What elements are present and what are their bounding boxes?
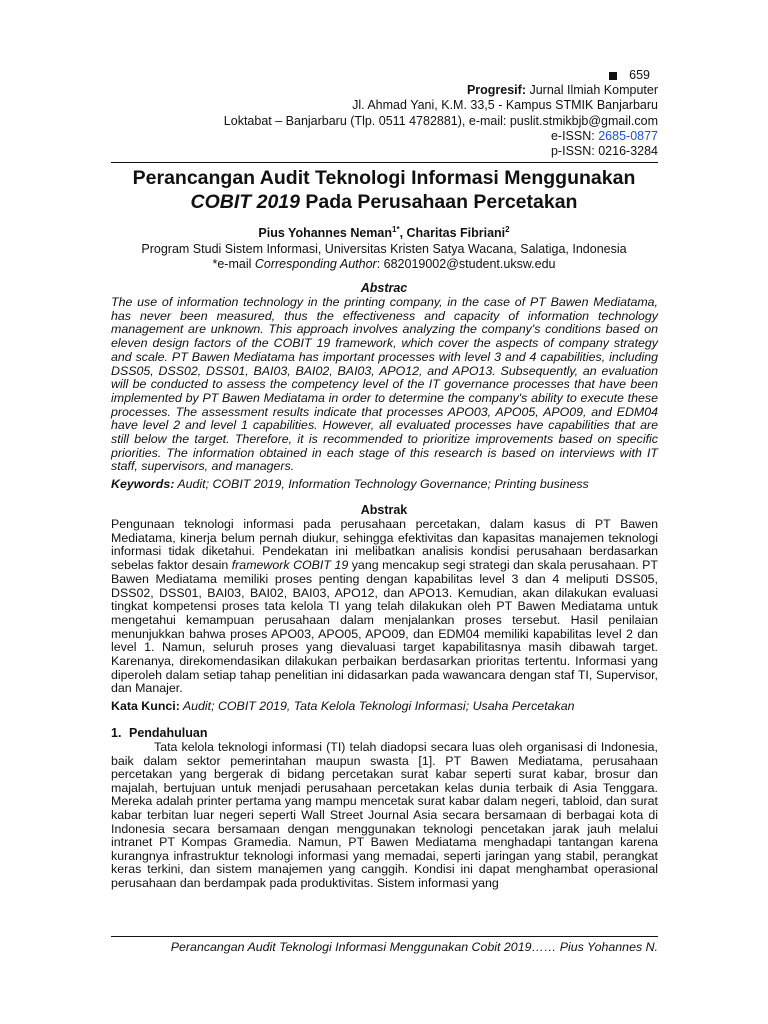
journal-name: Jurnal Ilmiah Komputer (525, 83, 658, 98)
author-2: Charitas Fibriani (406, 226, 506, 241)
journal-label: Progresif: (466, 83, 526, 98)
title-rest: Pada Perusahaan Percetakan (299, 191, 578, 213)
keywords-en-label: Keywords: (111, 477, 175, 491)
keywords-id-label: Kata Kunci: (111, 699, 180, 713)
email-value: : 682019002@student.uksw.edu (376, 257, 556, 272)
title-italic: COBIT 2019 (190, 191, 300, 213)
abstract-id-text (111, 518, 658, 696)
author-sep: , (399, 226, 407, 241)
email-line (100, 257, 668, 273)
section-number: 1. (111, 726, 122, 740)
abstract-id-italic: framework COBIT 19 (231, 558, 349, 573)
eissn-link[interactable]: 2685-0877 (598, 128, 658, 143)
running-footer: Perancangan Audit Teknologi Informasi Menggunakan Cobit 2019…… Pius Yohannes N. (170, 940, 658, 954)
page-number: 659 (629, 68, 650, 82)
keywords-en-text: Audit; COBIT 2019, Information Technology Governance; Printing business (174, 477, 589, 491)
intro-paragraph: Tata kelola teknologi informasi (TI) telah diadopsi secara luas oleh organisasi di Indonesia, baik dalam sektor pemerintahan maupun swasta [1]. PT Bawen Mediatama, perusahaan percetakan yang bergerak di bidang percetakan surat kabar seperti surat kabar, brosur dan majalah, bertujuan untuk menjadi perusahaan percetakan kelas dunia terbaik di Asia Tenggara. Mereka adalah printer pertama yang mampu mencetak surat kabar dalam negeri, tabloid, dan surat kabar terbitan luar negeri seperti Wall Street Journal Asia secara bersamaan di berbagai kota di Indonesia secara bersamaan dengan menggunakan teknologi pencetakan jarak jauh melalui intranet PT Kompas Gramedia. Namun, PT Bawen Mediatama menghadapi tantangan karena kurangnya infrastruktur teknologi informasi yang memadai, seperti jaringan yang stabil, perangkat keras terkini, dan sistem manajemen yang canggih. Kondisi ini dapat menghambat operasional perusahaan dan berdampak pada produktivitas. Sistem informasi yang (111, 740, 658, 890)
keywords-id-text: Audit; COBIT 2019, Tata Kelola Teknologi Informasi; Usaha Percetakan (179, 699, 575, 713)
author-1-sup: 1* (392, 225, 400, 234)
author-2-sup: 2 (505, 225, 510, 234)
author-1: Pius Yohannes Neman (258, 226, 392, 241)
pissn-line: p-ISSN: 0216-3284 (550, 144, 658, 159)
eissn-label: e-ISSN: (550, 128, 599, 143)
square-bullet-icon (609, 72, 617, 80)
email-label: Corresponding Author (254, 257, 377, 272)
email-prefix: *e-mail (212, 257, 255, 272)
footer-divider (111, 936, 658, 937)
keywords-en (111, 477, 658, 491)
title-line-1: Perancangan Audit Teknologi Informasi Menggunakan (132, 167, 636, 189)
eissn-line (224, 129, 658, 144)
abstract-en-text: The use of information technology in the printing company, in the case of PT Bawen Mediatama, has never been measured, thus the effectiveness and capacity of information technology management are unknown. This approach involves analyzing the company's conditions based on eleven design factors of the COBIT 19 framework, which cover the aspects of company strategy and scale. PT Bawen Mediatama has important processes with level 3 and 4 capabilities, including DSS05, DSS02, DSS01, BAI03, BAI02, BAI03, APO12, and APO13. Subsequently, an evaluation will be conducted to assess the competency level of the IT governance processes that have been implemented by PT Bawen Mediatama in order to determine the company's ability to execute these processes. The assessment results indicate that processes APO03, APO05, APO09, and EDM04 have level 2 and level 1 capabilities. However, all evaluated processes have capabilities that are still below the target. Therefore, it is recommended to prioritize improvements based on specific priorities. The information obtained in each stage of this research is based on interviews with IT staff, supervisors, and managers. (111, 295, 658, 474)
author-block (100, 222, 668, 273)
journal-address-2: Loktabat – Banjarbaru (Tlp. 0511 4782881), e-mail: puslit.stmikbjb@gmail.com (223, 113, 658, 128)
section-heading (111, 726, 207, 740)
paper-title (100, 166, 668, 214)
author-names (100, 222, 668, 242)
abstract-id-heading: Abstrak (360, 503, 408, 517)
page-number-row (224, 68, 650, 83)
affiliation: Program Studi Sistem Informasi, Universitas Kristen Satya Wacana, Salatiga, Indonesia (141, 241, 627, 256)
title-line-2 (100, 190, 668, 214)
journal-address-1: Jl. Ahmad Yani, K.M. 33,5 - Kampus STMIK Banjarbaru (352, 98, 658, 113)
abstract-id-part-b: yang mencakup segi strategi dan skala perusahaan. PT Bawen Mediatama memiliki proses penting dengan kapabilitas level 3 dan 4 meliputi DSS05, DSS02, DSS01, BAI03, BAI02, BAI03, APO12, dan APO13. Kemudian, akan dilakukan evaluasi tingkat kompetensi proses tata kelola TI yang telah dilakukan oleh PT Bawen Mediatama untuk mengetahui kemampuan perusahaan dalam menjalankan proses tersebut. Hasil penilaian menunjukkan bahwa proses APO03, APO05, APO09, dan EDM04 memiliki kapabilitas level 2 dan level 1. Namun, seluruh proses yang dievaluasi target kapabilitasnya masih dibawah target. Karenanya, direkomendasikan dilakukan perbaikan berdasarkan prioritas tertentu. Informasi yang diperoleh dalam setiap tahap penelitian ini didasarkan pada wawancara dengan staf TI, Supervisor, dan Manajer. (111, 558, 658, 696)
journal-name-line (224, 83, 658, 98)
keywords-id (111, 699, 658, 713)
journal-header (224, 68, 658, 159)
abstract-id-part-a: Pengunaan teknologi informasi pada perusahaan percetakan, dalam kasus di PT Bawen Mediatama, kinerja belum pernah diukur, sehingga efektivitas dan kapasitas manajemen teknologi informasi tidak diketahui. Pendekatan ini melibatkan analisis kondisi perusahaan berdasarkan sebelas faktor desain (111, 517, 658, 573)
section-title: Pendahuluan (129, 726, 208, 740)
abstract-en-heading: Abstrac (360, 281, 408, 295)
header-divider (111, 162, 658, 163)
